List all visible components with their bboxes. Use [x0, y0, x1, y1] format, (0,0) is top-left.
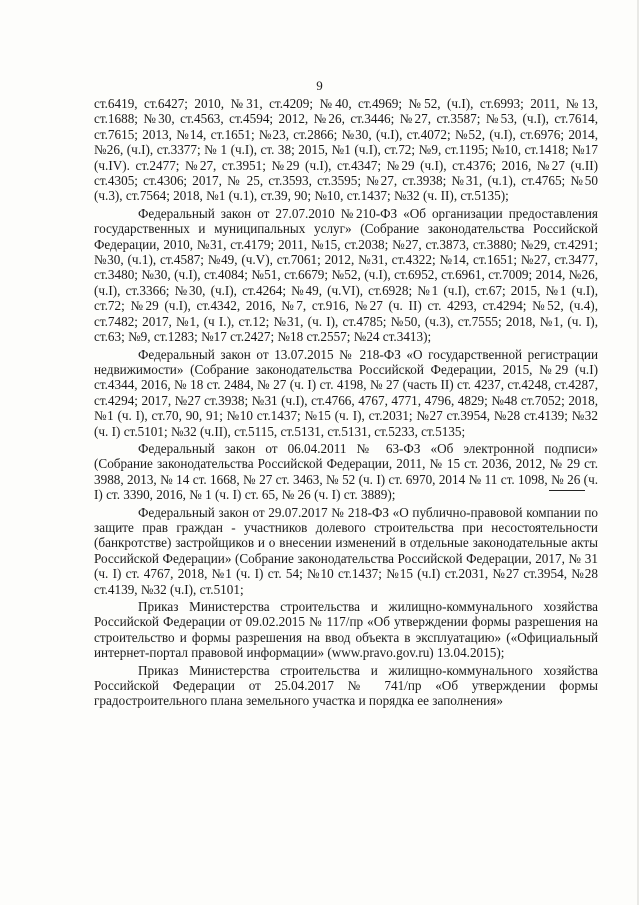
- paragraph-law-218-fz-public-company: Федеральный закон от 29.07.2017 № 218-ФЗ «О публично-правовой компании по защите прав граждан - участников долевого строительства при несостоятельности (банкротстве) застройщиков и о внесении изменений в отдельные законодательные акты Российской Федерации» (Собрание законодательства Российской Федерации, 2017, № 31 (ч. I) ст. 4767, 2018, №1 (ч. I) ст. 54; №10 ст.1437; №15 (ч.I) ст.2031, №27 ст.3954, №28 ст.4139, №32 (ч.I), ст.5101;: [94, 504, 598, 597]
- paragraph-law-63-fz: Федеральный закон от 06.04.2011 № 63-ФЗ «Об электронной подписи» (Собрание законодательства Российской Федерации, 2011, № 15 ст. 2036, 2012, № 29 ст. 3988, 2013, № 14 ст. 1668, № 27 ст. 3463, № 52 (ч. I) ст. 6970, 2014 № 11 ст. 1098, № 26 (ч. I) ст. 3390, 2016, № 1 (ч. I) ст. 65, № 26 (ч. I) ст. 3889);: [94, 440, 598, 503]
- document-body: [94, 96, 598, 709]
- handwritten-line-mark: [549, 490, 585, 491]
- page-number: 9: [316, 78, 323, 93]
- paragraph-law-210-fz: Федеральный закон от 27.07.2010 №210-ФЗ «Об организации предоставления государственных и муниципальных услуг» (Собрание законодательства Российской Федерации, 2010, №31, ст.4179; 2011, №15, ст.2038; №27, ст.3873, ст.3880; №29, ст.4291; №30, (ч.1), ст.4587; №49, (ч.V), ст.7061; 2012, №31, ст.4322; №14, ст.1651; №27, ст.3477, ст.3480; №30, (ч.I), ст.4084; №51, ст.6679; №52, (ч.I), ст.6952, ст.6961, ст.7009; 2014, №26, (ч.I), ст.3366; №30, (ч.I), ст.4264; №49, (ч.VI), ст.6928; №1 (ч.I), ст.67; 2015, №1 (ч.I), ст.72; №29 (ч.I), ст.4342, 2016, №7, ст.916, №27 (ч. II) ст. 4293, ст.4294; №52, (ч.4), ст.7482; 2017, №1, (ч I.), ст.12; №31, (ч. I), ст.4785; №50, (ч.3), ст.7555; 2018, №1, (ч. I), ст.63; №9, ст.1283; №17 ст.2427; №18 ст.2557; №24 ст.3413);: [94, 205, 598, 345]
- paragraph-order-741-pr: Приказ Министерства строительства и жилищно-коммунального хозяйства Российской Федерации от 25.04.2017 № 741/пр «Об утверждении формы градостроительного плана земельного участка и порядка ее заполнения»: [94, 662, 598, 709]
- paragraph-law-218-fz-registration: Федеральный закон от 13.07.2015 № 218-ФЗ «О государственной регистрации недвижимости» (Собрание законодательства Российской Федерации, 2015, №29 (ч.I) ст.4344, 2016, № 18 ст. 2484, № 27 (ч. I) ст. 4198, № 27 (часть II) ст. 4237, ст.4248, ст.4287, ст.4294; 2017, №27 ст.3938; №31 (ч.I), ст.4766, 4767, 4771, 4796, 4829; №48 ст.7052; 2018, №1 (ч. I), ст.70, 90, 91; №10 ст.1437; №15 (ч. I), ст.2031; №27 ст.3954, №28 ст.4139; №32 (ч. I) ст.5101; №32 (ч.II), ст.5115, ст.5131, ст.5131, ст.5233, ст.5135;: [94, 346, 598, 439]
- paragraph-order-117-pr: Приказ Министерства строительства и жилищно-коммунального хозяйства Российской Федерации от 09.02.2015 № 117/пр «Об утверждении формы разрешения на строительство и формы разрешения на ввод объекта в эксплуатацию» («Официальный интернет-портал правовой информации» (www.pravo.gov.ru) 13.04.2015);: [94, 599, 598, 661]
- paragraph-citation-continuation: ст.6419, ст.6427; 2010, №31, ст.4209; №40, ст.4969; №52, (ч.I), ст.6993; 2011, №13, ст.1688; №30, ст.4563, ст.4594; 2012, №26, ст.3446; №27, ст.3587; №53, (ч.I), ст.7614, ст.7615; 2013, №14, ст.1651; №23, ст.2866; №30, (ч.I), ст.4072; №52, (ч.I), ст.6976; 2014, №26, (ч.I), ст.3377; № 1 (ч.I), ст. 38; 2015, №1 (ч.I), ст.72; №9, ст.1195; №10, ст.1418; №17 (ч.IV). ст.2477; №27, ст.3951; №29 (ч.I), ст.4347; №29 (ч.I), ст.4376; 2016, №27 (ч.II) ст.4305; ст.4306; 2017, № 25, ст.3593, ст.3595; №27, ст.3938; №31, (ч.1), ст.4765; №50 (ч.3), ст.7564; 2018, №1 (ч.1), ст.39, 90; №10, ст.1437; №32 (ч. II), ст.5135);: [94, 96, 598, 204]
